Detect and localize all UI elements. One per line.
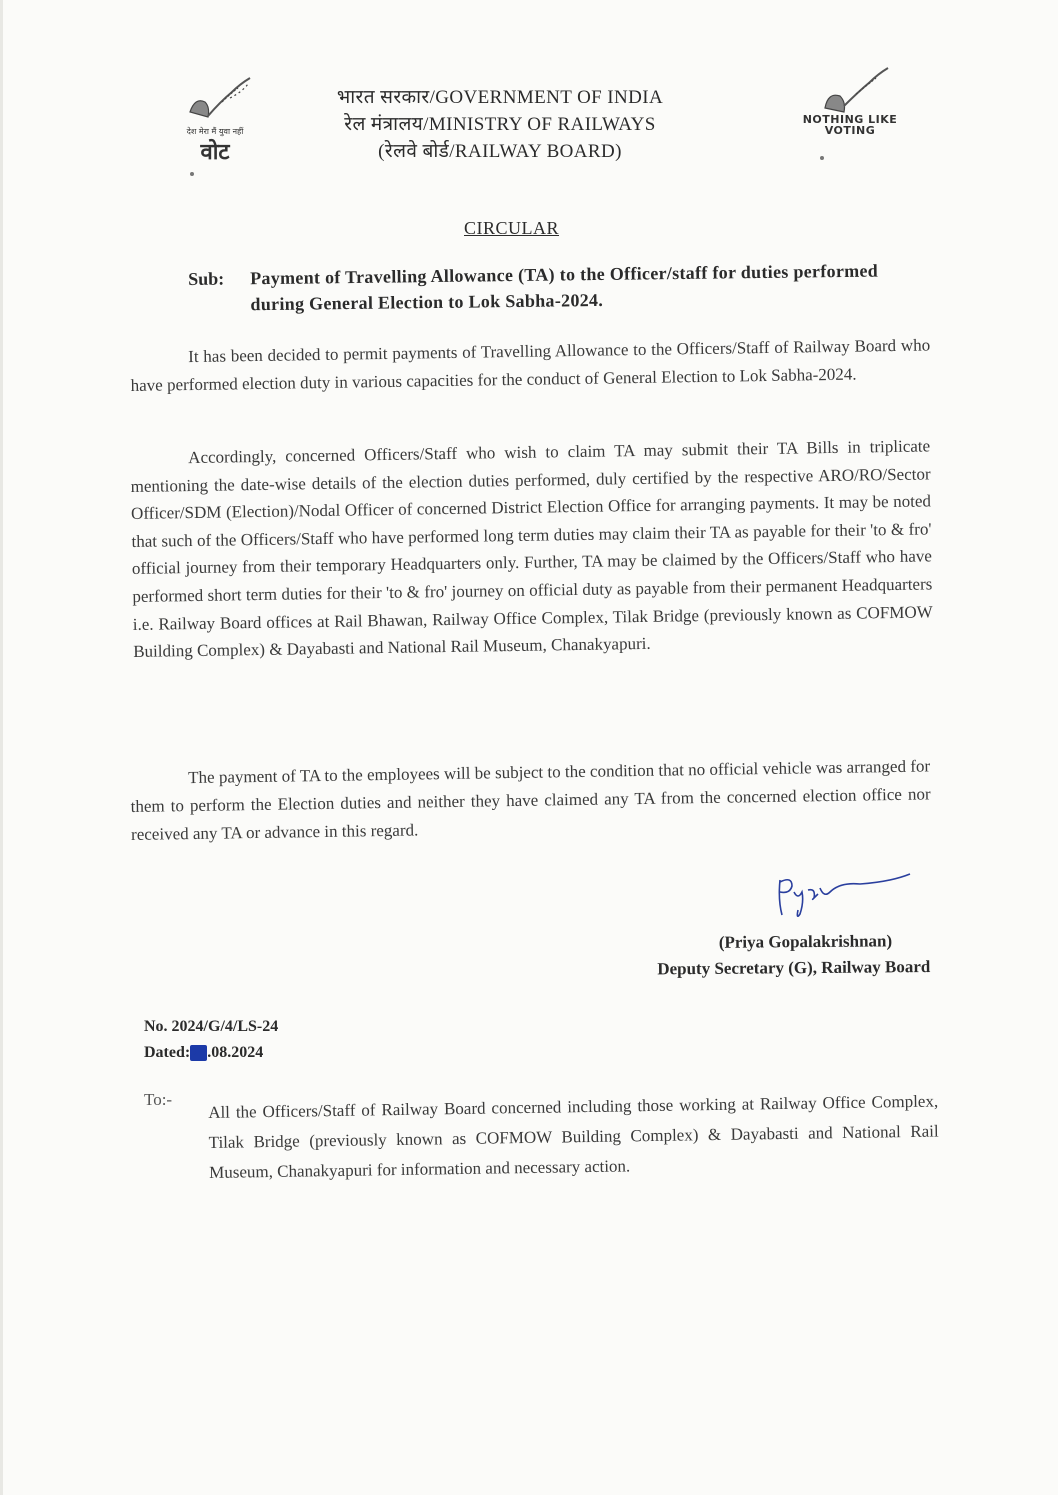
scan-edge: [0, 0, 3, 1495]
letterhead-ministry: रेल मंत्रालय/MINISTRY OF RAILWAYS: [344, 114, 656, 135]
scan-speck: [820, 156, 824, 160]
subject-label: Sub:: [188, 268, 225, 289]
signatory-designation: Deputy Secretary (G), Railway Board: [657, 956, 931, 979]
scan-speck: [190, 172, 194, 176]
reference-number: No. 2024/G/4/LS-24: [144, 1018, 279, 1035]
reference-block: [144, 1014, 278, 1066]
signatory-block: [594, 928, 930, 983]
letterhead-board: (रेलवे बोर्ड/RAILWAY BOARD): [378, 141, 622, 162]
paragraph-1: It has been decided to permit payments of Travelling Allowance to the Officers/Staff of Railway Board who have performed election duty in various capacities for the conduct of General Election to Lok Sabha-2024.: [130, 335, 931, 395]
logo-slogan: NOTHING LIKE VOTING: [802, 113, 898, 137]
document-title: CIRCULAR: [464, 218, 560, 238]
hand-ink-icon: [160, 72, 270, 132]
reference-date: Dated:21.08.2024: [144, 1044, 264, 1061]
election-logo-left: [160, 72, 270, 182]
logo-tagline: देश मेरा मैं युवा नहीं: [186, 127, 244, 136]
handwritten-day: 21: [191, 1045, 207, 1061]
handwritten-signature: [770, 870, 920, 925]
letterhead-government: भारत सरकार/GOVERNMENT OF INDIA: [336, 87, 664, 108]
subject-block: [188, 257, 929, 318]
subject-text: Payment of Travelling Allowance (TA) to the Officer/staff for duties performed during General Election to Lok Sabha-2024.: [250, 260, 879, 315]
signatory-name: (Priya Gopalakrishnan): [718, 931, 893, 952]
letterhead: [290, 84, 770, 165]
paragraph-3: The payment of TA to the employees will be subject to the condition that no official vehicle was arranged for them to perform the Election duties and neither they have claimed any TA from the concerned election office nor received any TA or advance in this regard.: [130, 756, 931, 844]
to-recipients: All the Officers/Staff of Railway Board concerned including those working at Railway Office Complex, Tilak Bridge (previously known as COFMOW Building Complex) & Dayabasti and National Rail Museum, Chanakyapuri for information and necessary action.: [208, 1091, 939, 1182]
hand-ink-icon: [800, 62, 900, 114]
paragraph-2: Accordingly, concerned Officers/Staff who wish to claim TA may submit their TA Bills in triplicate mentioning the date-wise details of the election duties performed, duly certified by the respective ARO/RO/Sector Officer/SDM (Election)/Nodal Officer of concerned District Election Office for arranging payments. It may be noted that such of the Officers/Staff who have performed long term duties may claim their TA as payable for their 'to & fro' official journey from their temporary Headquarters only. Further, TA may be claimed by the Officers/Staff who have performed short term duties for their 'to & fro' journey on official duty as payable from their permanent Headquarters i.e. Railway Board offices at Rail Bhawan, Railway Office Complex, Tilak Bridge (previously known as COFMOW Building Complex) & Dayabasti and National Rail Museum, Chanakyapuri.: [130, 436, 933, 662]
logo-vote-word: वोट: [200, 140, 230, 165]
election-logo-right: [800, 62, 900, 172]
to-label: To:-: [144, 1090, 173, 1109]
